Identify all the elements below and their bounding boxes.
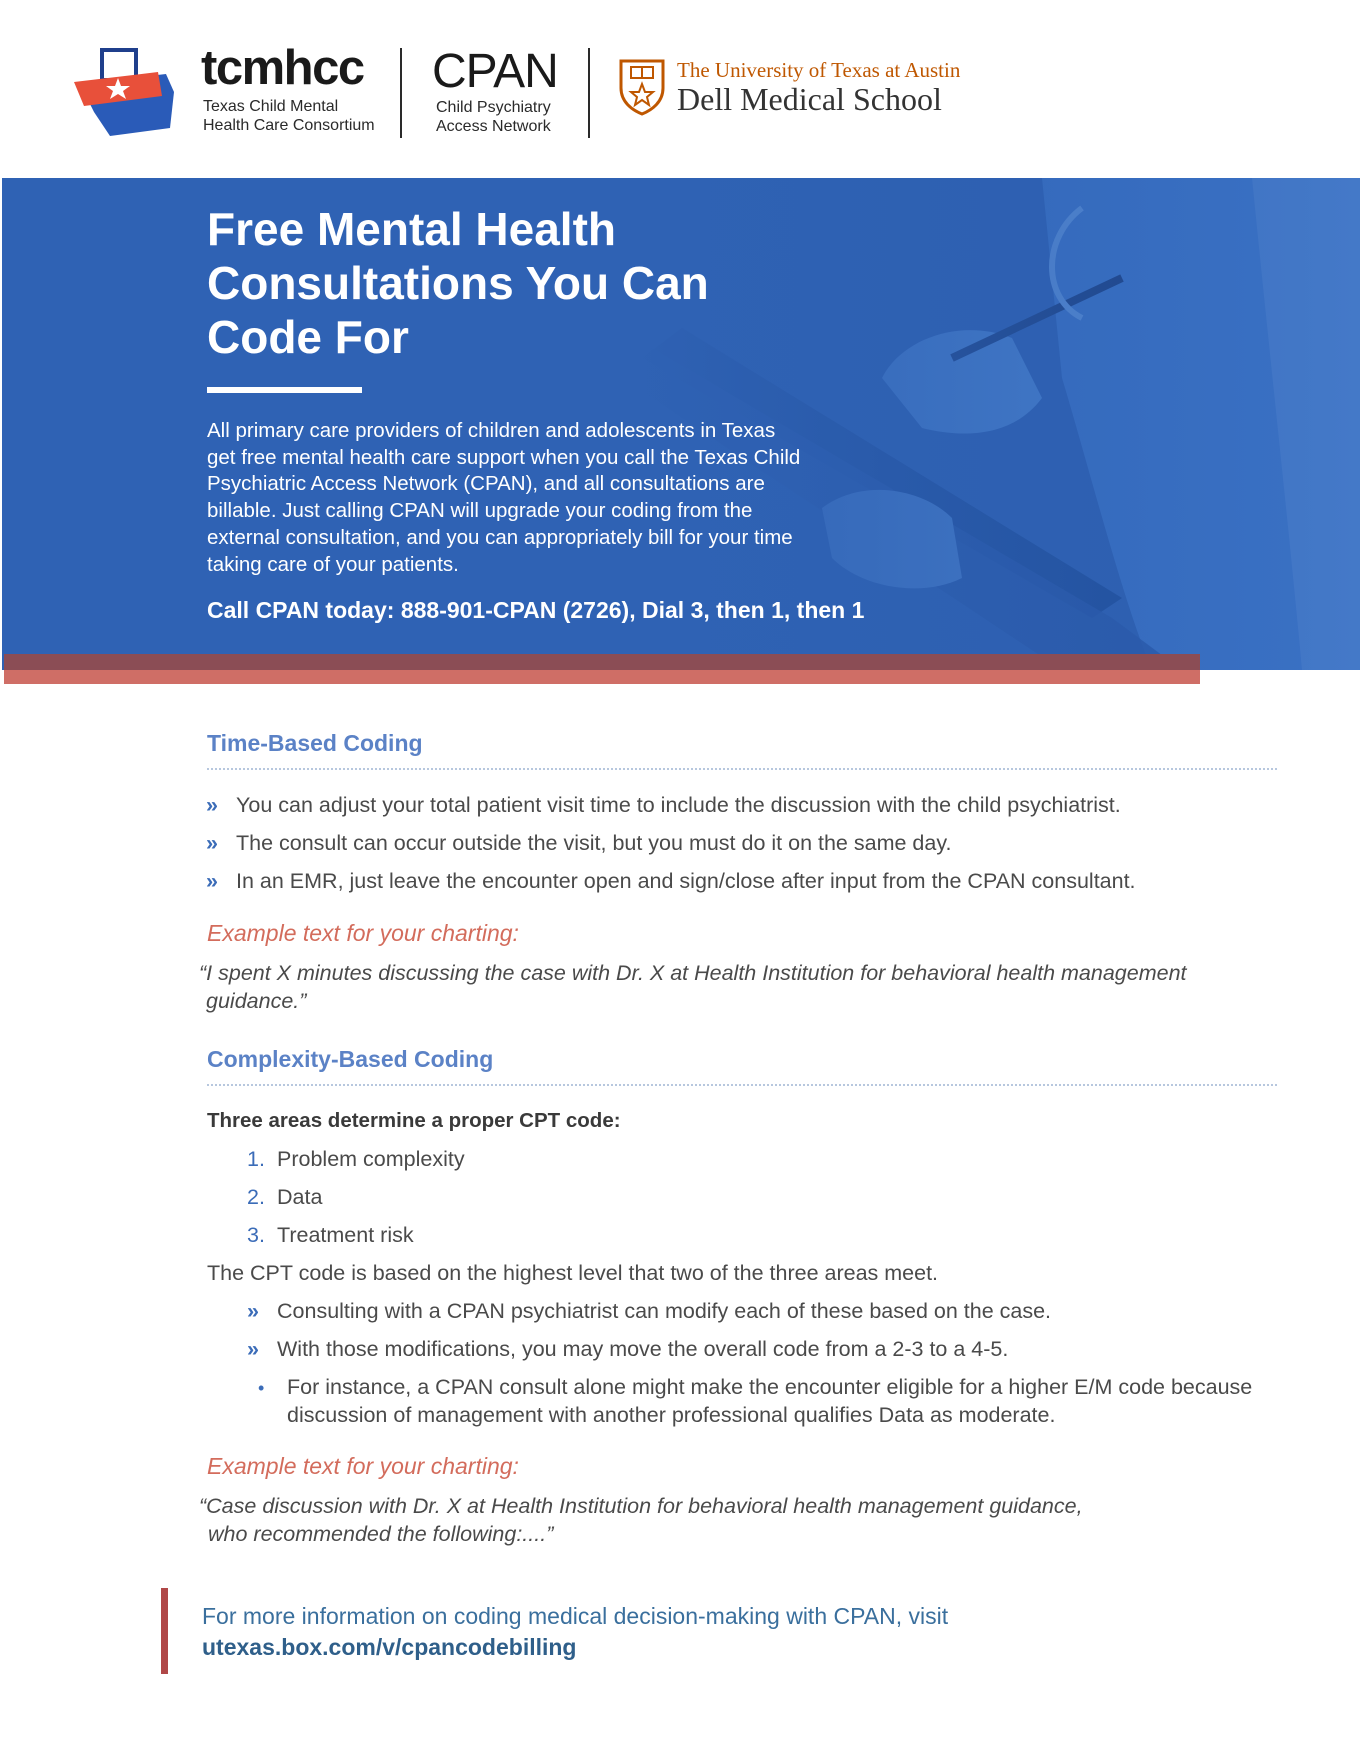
dot-bullet-icon: • [258, 1378, 265, 1398]
list-item-text: With those modifications, you may move the overall code from a 2-3 to a 4-5. [277, 1337, 1009, 1361]
list-item-text: You can adjust your total patient visit time to include the discussion with the child psychiatrist. [236, 793, 1121, 817]
tcmhcc-subtitle-line-2: Health Care Consortium [203, 117, 375, 134]
list-item [258, 1374, 1287, 1429]
chevron-bullet-icon: » [206, 793, 218, 817]
ut-austin-name: The University of Texas at Austin [677, 58, 961, 82]
example-quote-line-1: “I spent X minutes discussing the case with Dr. X at Health Institution for behavioral health management [199, 961, 1187, 985]
cpan-subtitle-line-1: Child Psychiatry [436, 99, 551, 116]
list-item-text: Data [277, 1185, 323, 1209]
list-number: 1. [247, 1147, 265, 1171]
tcmhcc-wordmark: tcmhcc [201, 41, 364, 95]
footer-link[interactable]: utexas.box.com/v/cpancodebilling [202, 1634, 577, 1660]
cpt-rule-text: The CPT code is based on the highest level that two of the three areas meet. [207, 1261, 939, 1285]
logo-divider [400, 48, 402, 138]
section-divider [207, 1084, 1277, 1086]
logo-divider [588, 48, 590, 138]
list-item-text: Treatment risk [277, 1223, 414, 1247]
ut-shield-icon [618, 58, 666, 116]
footer-info-text: For more information on coding medical decision-making with CPAN, visit [202, 1603, 949, 1629]
chevron-bullet-icon: » [206, 831, 218, 855]
example-text-label: Example text for your charting: [207, 1453, 519, 1479]
cpan-subtitle-line-2: Access Network [436, 118, 551, 135]
example-text-label: Example text for your charting: [207, 920, 519, 946]
list-item [206, 831, 951, 856]
tcmhcc-subtitle [203, 97, 375, 135]
chevron-bullet-icon: » [247, 1299, 259, 1323]
hero-body-text: All primary care providers of children and adolescents in Texas get free mental health care support when you call the Texas Child Psychiatric Access Network (CPAN), and all consultations are billable. Just calling CPAN will upgrade your coding from the external consultation, and you can appropriately bill for your time taking care of your patients. [207, 419, 801, 576]
example-quote [199, 1492, 1289, 1548]
section-divider [207, 768, 1277, 770]
example-quote-line-1: “Case discussion with Dr. X at Health Institution for behavioral health management guidance, [199, 1494, 1083, 1518]
list-item-text: In an EMR, just leave the encounter open and sign/close after input from the CPAN consultant. [236, 869, 1136, 893]
list-item-text: Problem complexity [277, 1147, 465, 1171]
cpan-wordmark: CPAN [432, 45, 558, 98]
example-quote-line-2: who recommended the following:....” [208, 1522, 554, 1546]
list-item [206, 793, 1121, 818]
list-item [247, 1299, 1051, 1324]
list-item-text: For instance, a CPAN consult alone might make the encounter eligible for a higher E/M code because discussion of management with another professional qualifies Data as moderate. [287, 1375, 1253, 1427]
time-based-coding-heading: Time-Based Coding [207, 730, 423, 756]
chevron-bullet-icon: » [206, 869, 218, 893]
header-logos [0, 0, 1360, 178]
chevron-bullet-icon: » [247, 1337, 259, 1361]
list-number: 3. [247, 1223, 265, 1247]
list-item [247, 1185, 322, 1210]
list-item-text: The consult can occur outside the visit, but you must do it on the same day. [236, 831, 952, 855]
accent-stripe-light [4, 670, 1200, 684]
example-quote-line-2: guidance.” [206, 989, 307, 1013]
hero-call-to-action: Call CPAN today: 888-901-CPAN (2726), Dial 3, then 1, then 1 [207, 597, 865, 623]
example-quote [199, 959, 1289, 1015]
tcmhcc-subtitle-line-1: Texas Child Mental [203, 98, 339, 115]
hero-divider [207, 387, 362, 393]
complexity-based-coding-heading: Complexity-Based Coding [207, 1046, 494, 1072]
hero-banner [2, 178, 1360, 670]
footer-accent-bar [161, 1588, 168, 1674]
list-item [206, 869, 1136, 894]
cpan-subtitle [436, 98, 551, 136]
list-item [247, 1223, 414, 1248]
hero-title: Free Mental Health Consultations You Can Code For [207, 203, 709, 363]
tcmhcc-logo-icon [74, 48, 178, 140]
list-item-text: Consulting with a CPAN psychiatrist can modify each of these based on the case. [277, 1299, 1052, 1323]
cpt-areas-subheading: Three areas determine a proper CPT code: [207, 1109, 621, 1132]
list-item [247, 1147, 465, 1172]
dell-medical-school-name: Dell Medical School [677, 81, 942, 117]
list-number: 2. [247, 1185, 265, 1209]
list-item [247, 1337, 1008, 1362]
accent-stripe-dark [4, 654, 1200, 670]
